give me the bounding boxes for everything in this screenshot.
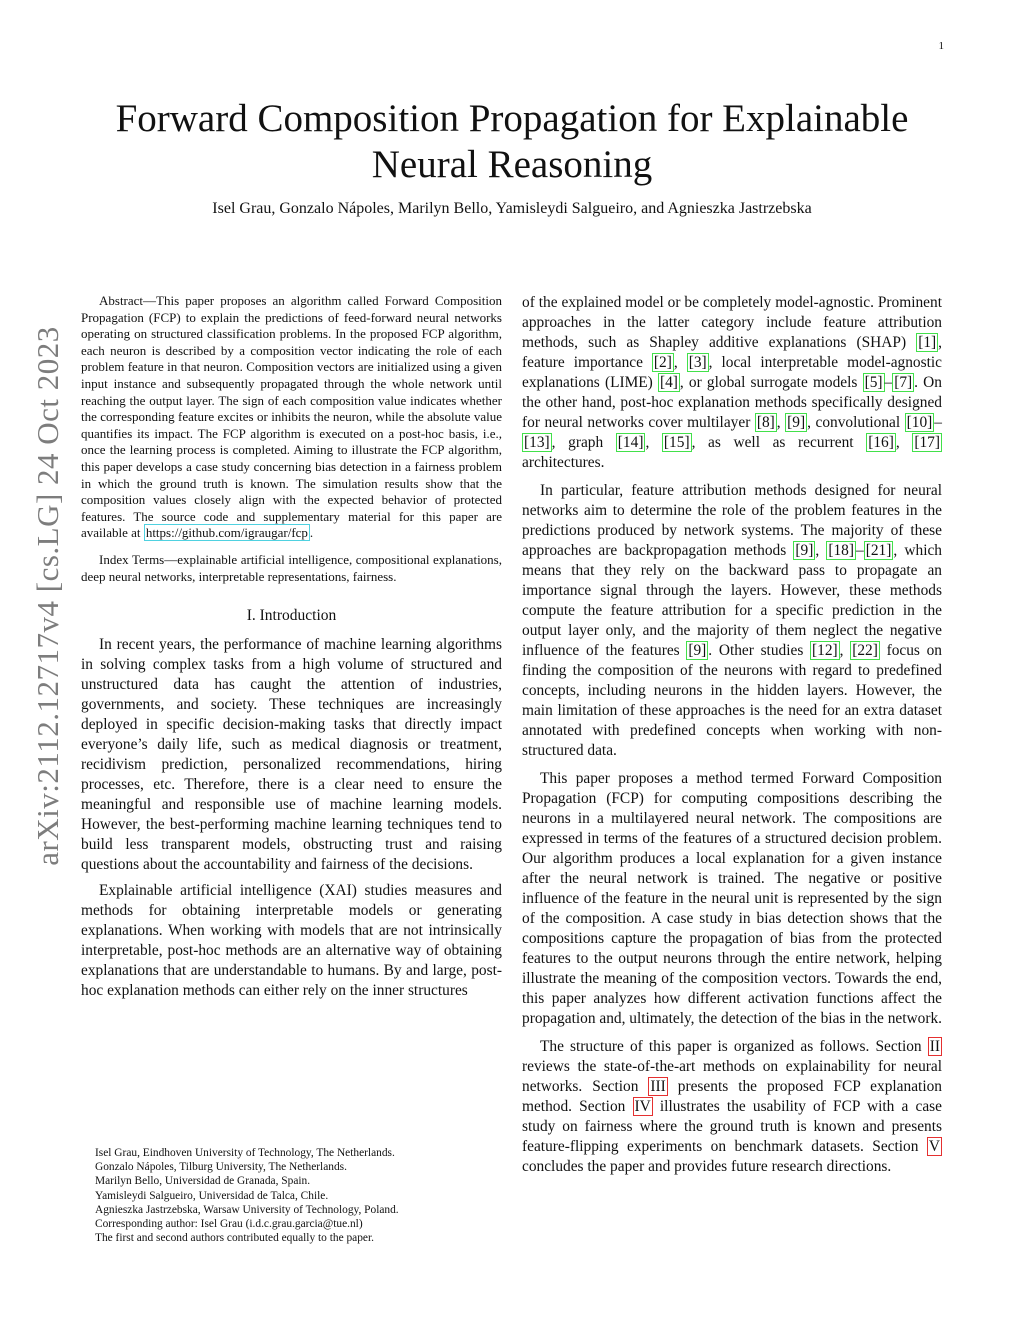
section-reference-link[interactable]: III xyxy=(650,1078,666,1095)
citation-link[interactable]: [5] xyxy=(864,374,883,391)
citation-link[interactable]: [18] xyxy=(828,542,855,559)
footnote: The first and second authors contributed equally to the paper. xyxy=(95,1232,374,1245)
author-list: Isel Grau, Gonzalo Nápoles, Marilyn Bello, Yamisleydi Salgueiro, and Agnieszka Jastrzebska xyxy=(212,200,812,217)
citation-link[interactable]: [16] xyxy=(868,434,894,451)
citation-link[interactable]: [9] xyxy=(795,542,814,559)
right-paragraph-2: In particular, feature attribution methods designed for neural networks aim to determine the role of the problem features in the predictions produced by network systems. The majority of these approaches are backpropagation methods [9] , [18] – [21] , which means that they rely on the backward pass to propagate an importance signal through the layers. However, these methods compute the feature attribution for a specific prediction in the output layer only, and the majority of them neglect the negative influence of the features [9] . Other studies [12] , [22] focus on finding the composition of the neurons with regard to predefined concepts, including neurons in the hidden layers. However, the main limitation of these approaches is the need for an extra dataset annotated with predefined concepts when working with non-structured data. xyxy=(522,482,942,759)
intro-paragraph-1: In recent years, the performance of machine learning algorithms in solving complex tasks from a high volume of structured and unstructured data has caught the attention of industries, governments, and society. These techniques are increasingly deployed in specific decision-making tasks that directly impact everyone’s daily life, such as medical diagnosis or treatment, recidivism prediction, personalized recommendations, hiring processes, etc. Therefore, there is a clear need to ensure the meaningful and responsible use of machine learning models. However, the best-performing machine learning techniques tend to build less transparent models, obstructing trust and raising questions about the accountability and fairness of the decisions. xyxy=(81,636,502,874)
arxiv-identifier: arXiv:2112.12717v4 [cs.LG] 24 Oct 2023 xyxy=(30,326,65,866)
footnote: Isel Grau, Eindhoven University of Technology, The Netherlands. xyxy=(95,1147,395,1159)
paper-title: Forward Composition Propagation for Explainable Neural Reasoning xyxy=(115,97,909,186)
citation-link[interactable]: [21] xyxy=(865,542,892,559)
source-code-link[interactable]: https://github.com/igraugar/fcp xyxy=(145,525,308,541)
citation-link[interactable]: [14] xyxy=(617,434,644,451)
section-reference-link[interactable]: II xyxy=(929,1038,940,1055)
author-footnotes xyxy=(95,1146,505,1245)
right-column xyxy=(522,293,942,1177)
index-terms: Index Terms—explainable artificial intelligence, compositional explanations, deep neural networks, interpretable representations, fairness. xyxy=(81,551,502,584)
citation-link[interactable]: [8] xyxy=(756,414,775,431)
citation-link[interactable]: [10] xyxy=(906,414,933,431)
section-heading-introduction: I. Introduction xyxy=(246,607,337,625)
citation-link[interactable]: [2] xyxy=(653,354,672,371)
right-paragraph-1: of the explained model or be completely model-agnostic. Prominent approaches in the latter category include feature attribution methods, such as Shapley additive explanations (SHAP) [1] , feature importance [2] , [3] , local interpretable model-agnostic explanations (LIME) [4] , or global surrogate models [5] – [7] . On the other hand, post-hoc explanation methods specifically designed for neural networks cover multilayer [8] , [9] , convolutional [10] –[13] , graph [14] , [15] , as well as recurrent [16] , [17] architectures. xyxy=(522,294,942,471)
section-reference-link[interactable]: V xyxy=(928,1138,940,1155)
citation-link[interactable]: [7] xyxy=(894,374,913,391)
citation-link[interactable]: [3] xyxy=(688,354,707,371)
footnote: Yamisleydi Salgueiro, Universidad de Talca, Chile. xyxy=(95,1189,329,1202)
footnote: Marilyn Bello, Universidad de Granada, Spain. xyxy=(95,1175,311,1188)
right-paragraph-4: The structure of this paper is organized as follows. Section II reviews the state-of-the-art methods on explainability for neural networks. Section III presents the proposed FCP explanation method. Section IV illustrates the usability of FCP with a case study on fairness where the ground truth is known and presents feature-flipping experiments on benchmark datasets. Section V concludes the paper and provides future research directions. xyxy=(522,1038,942,1175)
citation-link[interactable]: [15] xyxy=(663,434,690,451)
citation-link[interactable]: [12] xyxy=(812,642,838,659)
citation-link[interactable]: [13] xyxy=(524,434,550,451)
citation-link[interactable]: [4] xyxy=(659,374,678,391)
abstract xyxy=(81,293,502,542)
right-paragraph-3: This paper proposes a method termed Forward Composition Propagation (FCP) for computing compositions describing the neurons in a multilayered neural network. The compositions are expressed in terms of the features of a structured decision problem. Our algorithm produces a local explanation for a given instance after the neural network is trained. The negative or positive influence of the feature in the neural unit is represented by the sign of the composition. A case study in bias detection shows that the compositions capture the propagation of bias from the protected features to the output neurons through the entire network, helping illustrate the meaning of the composition vectors. Towards the end, this paper analyzes how different activation functions affect the propagation and, ultimately, the detection of the bias in the network. xyxy=(522,770,942,1027)
page-number: 1 xyxy=(938,40,944,52)
citation-link[interactable]: [22] xyxy=(852,642,878,659)
citation-link[interactable]: [17] xyxy=(914,434,940,451)
section-reference-link[interactable]: IV xyxy=(634,1098,651,1115)
footnote: Agnieszka Jastrzebska, Warsaw University of Technology, Poland. xyxy=(95,1203,399,1216)
citation-link[interactable]: [9] xyxy=(787,414,806,431)
footnote: Corresponding author: Isel Grau (i.d.c.grau.garcia@tue.nl) xyxy=(95,1218,363,1231)
citation-link[interactable]: [9] xyxy=(688,642,707,659)
abstract-text: Abstract—This paper proposes an algorithm called Forward Composition Propagation (FCP) to explain the predictions of feed-forward neural networks operating on structured classification problems. In the proposed FCP algorithm, each neuron is described by a composition vector indicating the role of each problem feature in that neuron. Composition vectors are initialized using a given input instance and subsequently propagated through the whole network until reaching the output layer. The sign of each composition value indicates whether the corresponding feature excites or inhibits the neuron, while the absolute value quantifies its impact. The FCP algorithm is executed on a post-hoc basis, i.e., once the learning process is completed. Aiming to illustrate the FCP algorithm, this paper develops a case study concerning bias detection in a fairness problem in which the ground truth is known. The simulation results show that the composition values closely align with the expected behavior of protected features. The source code and supplementary material for this paper are available at https://github.com/igraugar/fcp . xyxy=(81,293,502,541)
intro-paragraph-2: Explainable artificial intelligence (XAI) studies measures and methods for obtaining interpretable models or generating explanations. When working with models that are not intrinsically interpretable, post-hoc methods are an alternative way of obtaining explanations that are understandable to humans. By and large, post-hoc explanation methods can either rely on the inner structures xyxy=(81,882,502,1000)
citation-link[interactable]: [1] xyxy=(918,334,937,351)
left-column xyxy=(81,293,502,1001)
footnote: Gonzalo Nápoles, Tilburg University, The Netherlands. xyxy=(95,1161,347,1174)
